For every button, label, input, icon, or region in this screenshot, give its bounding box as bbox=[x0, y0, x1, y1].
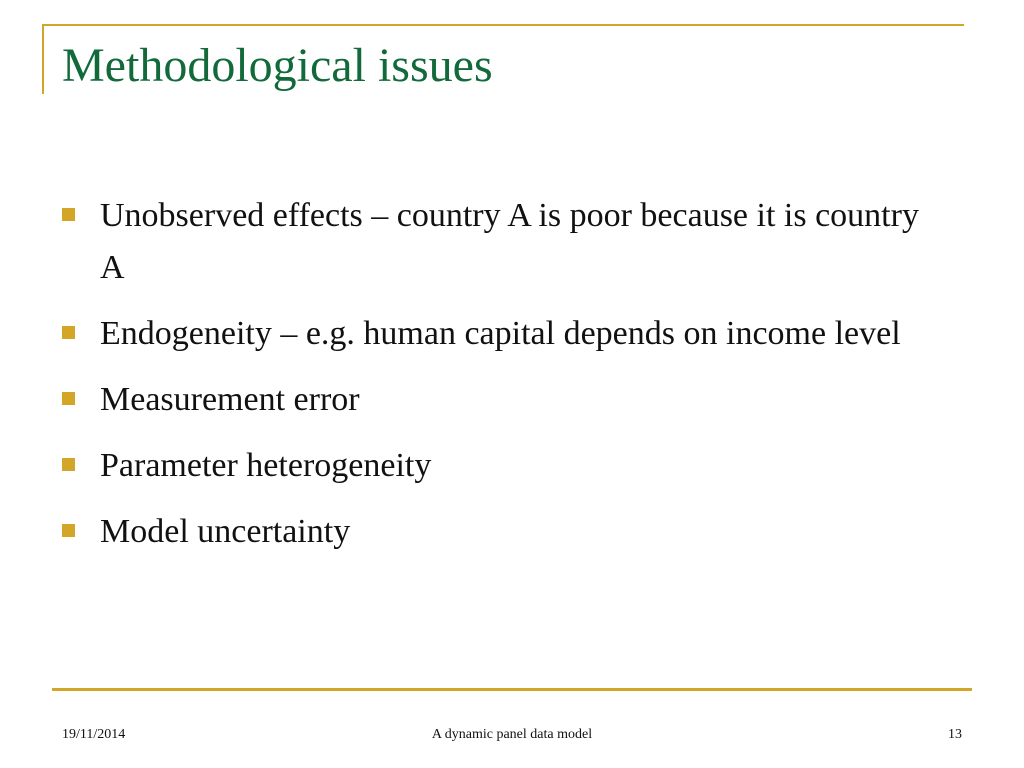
page-number: 13 bbox=[948, 727, 962, 742]
bullet-item bbox=[62, 308, 942, 360]
bullet-list bbox=[62, 190, 942, 572]
square-bullet-icon bbox=[62, 392, 75, 405]
slide-title: Methodological issues bbox=[62, 39, 493, 92]
bullet-text: Unobserved effects – country A is poor because it is country A bbox=[100, 197, 919, 286]
bullet-item bbox=[62, 374, 942, 426]
square-bullet-icon bbox=[62, 524, 75, 537]
square-bullet-icon bbox=[62, 208, 75, 221]
footer-date: 19/11/2014 bbox=[62, 727, 126, 742]
bullet-text: Model uncertainty bbox=[100, 513, 351, 550]
bullet-item bbox=[62, 506, 942, 558]
footer-title: A dynamic panel data model bbox=[431, 727, 593, 742]
footer-divider bbox=[52, 688, 972, 691]
bullet-text: Measurement error bbox=[100, 381, 360, 418]
frame-top-line bbox=[42, 24, 964, 26]
bullet-item bbox=[62, 190, 942, 294]
bullet-text: Parameter heterogeneity bbox=[100, 447, 432, 484]
bullet-item bbox=[62, 440, 942, 492]
frame-left-line bbox=[42, 24, 44, 94]
bullet-text: Endogeneity – e.g. human capital depends on income level bbox=[100, 315, 901, 352]
square-bullet-icon bbox=[62, 326, 75, 339]
square-bullet-icon bbox=[62, 458, 75, 471]
